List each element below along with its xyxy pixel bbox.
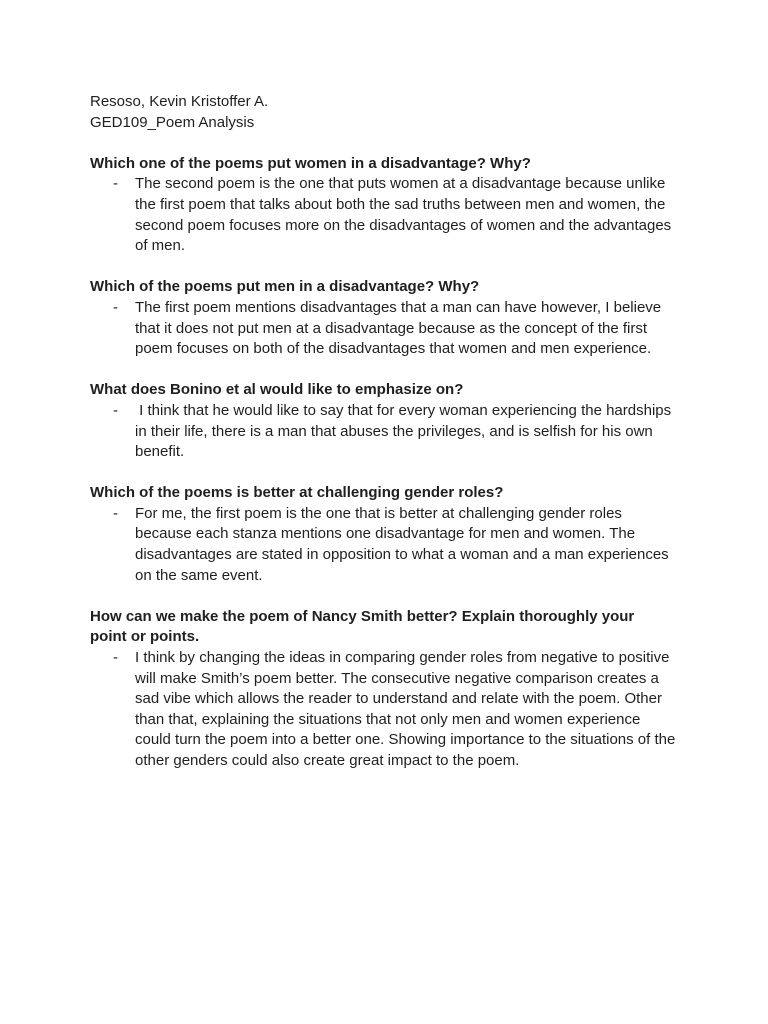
qa-section — [90, 154, 690, 257]
question-text: How can we make the poem of Nancy Smith better? Explain thoroughly your point or points. — [90, 607, 635, 646]
qa-section — [90, 483, 690, 586]
bullet-dash: - — [113, 401, 118, 419]
answer-text: I think by changing the ideas in comparing gender roles from negative to positive will make Smith’s poem better. The consecutive negative comparison creates a sad vibe which allows the reader to understand and relate with the poem. Other than that, explaining the situations that not only men and women experience could turn the poem into a better one. Showing importance to the situations of the other genders could also create great impact to the poem. — [135, 649, 676, 769]
answer-item — [90, 648, 680, 772]
qa-section — [90, 380, 690, 462]
qa-section — [90, 277, 690, 359]
question-text: Which of the poems put men in a disadvantage? Why? — [90, 278, 480, 296]
document-page — [90, 92, 690, 772]
question-text: Which of the poems is better at challenging gender roles? — [90, 484, 504, 502]
author-name: Resoso, Kevin Kristoffer A. — [90, 93, 269, 110]
answer-item — [90, 401, 680, 463]
answer-text: The second poem is the one that puts women at a disadvantage because unlike the first poem that talks about both the sad truths between men and women, the second poem focuses more on the disadvantages of women and the advantages of men. — [135, 175, 672, 255]
course-title: GED109_Poem Analysis — [90, 113, 255, 131]
bullet-dash: - — [113, 298, 118, 316]
bullet-dash: - — [113, 175, 118, 193]
answer-text: For me, the first poem is the one that is better at challenging gender roles because each stanza mentions one disadvantage for men and women. The disadvantages are stated in opposition to what a woman and a man experiences on the same event. — [135, 504, 669, 584]
question-text: Which one of the poems put women in a disadvantage? Why? — [90, 154, 531, 172]
answer-text: The first poem mentions disadvantages that a man can have however, I believe that it does not put men at a disadvantage because as the concept of the first poem focuses on both of the disadvantages that women and men experience. — [135, 298, 662, 358]
bullet-dash: - — [113, 504, 118, 522]
question-text: What does Bonino et al would like to emphasize on? — [90, 381, 464, 399]
answer-item — [90, 174, 680, 256]
answer-item — [90, 298, 680, 360]
answer-item — [90, 504, 680, 586]
qa-section — [90, 607, 690, 772]
answer-text: I think that he would like to say that for every woman experiencing the hardships in their life, there is a man that abuses the privileges, and is selfish for his own benefit. — [135, 401, 676, 461]
bullet-dash: - — [113, 649, 118, 667]
